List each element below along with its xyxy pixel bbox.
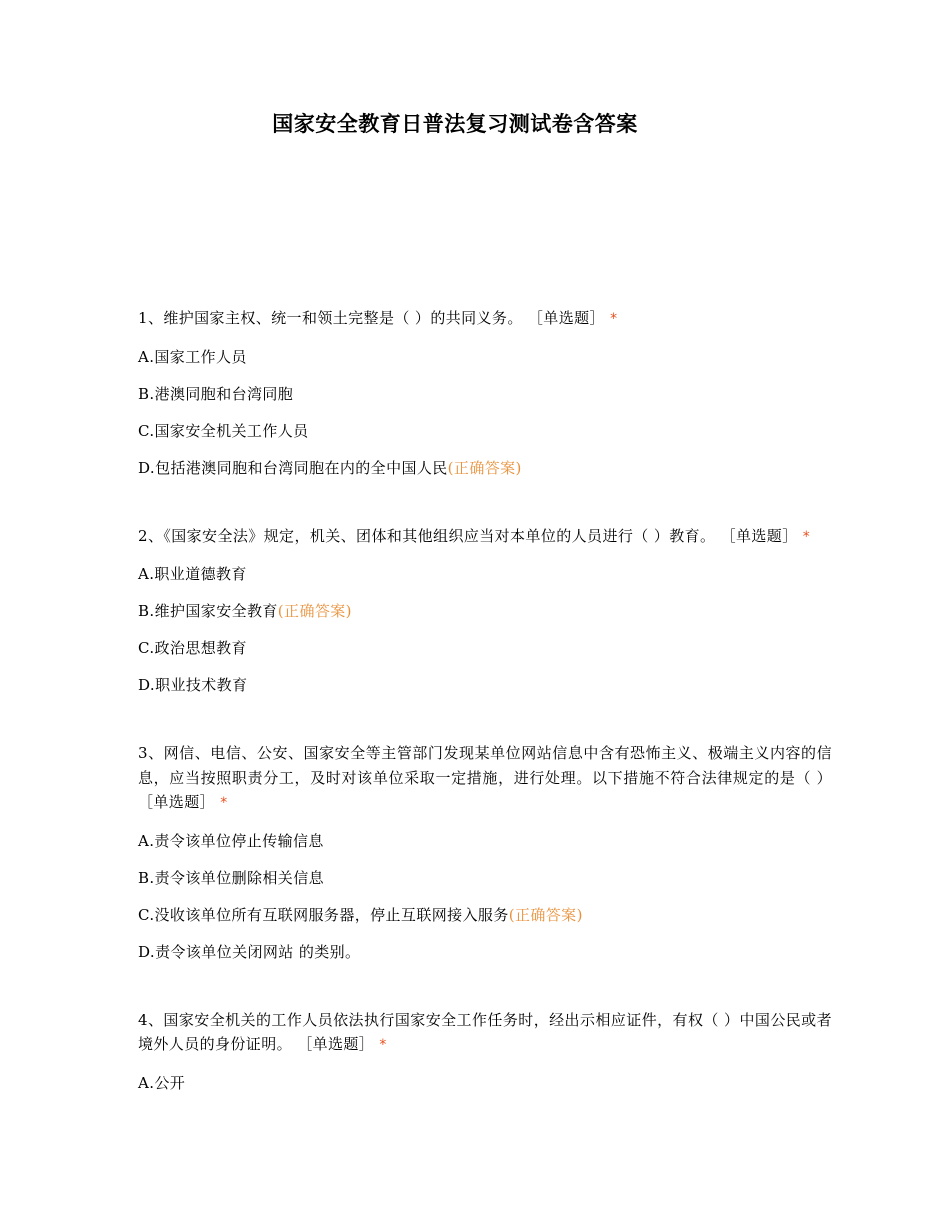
option-row[interactable] <box>138 562 832 586</box>
option-text: 国家工作人员 <box>154 347 247 366</box>
question-type-label: ［单选题］ <box>297 1034 375 1053</box>
question-text: 维护国家主权、统一和领土完整是（ ）的共同义务。 <box>163 309 523 327</box>
required-marker: * <box>379 1036 387 1053</box>
option-label: B. <box>138 384 155 403</box>
question-type-label: ［单选题］ <box>138 792 216 811</box>
option-label: A. <box>138 347 155 366</box>
option-row[interactable] <box>138 419 832 443</box>
option-row[interactable] <box>138 636 832 660</box>
question-number: 3、 <box>138 744 164 763</box>
question-type-label: ［单选题］ <box>527 309 605 327</box>
option-row[interactable] <box>138 940 832 964</box>
option-row[interactable] <box>138 345 832 369</box>
question-number: 2、 <box>138 526 164 545</box>
option-text: 没收该单位所有互联网服务器，停止互联网接入服务 <box>154 905 509 924</box>
correct-answer-mark: (正确答案) <box>508 905 583 924</box>
option-label: B. <box>138 602 155 621</box>
section-spacer <box>138 990 832 1008</box>
option-label: D. <box>138 942 156 961</box>
question-number: 1、 <box>138 309 164 327</box>
option-text: 包括港澳同胞和台湾同胞在内的全中国人民 <box>155 458 448 477</box>
question-item <box>138 524 832 698</box>
questions-container <box>138 306 832 1095</box>
option-row[interactable] <box>138 829 832 853</box>
required-marker: * <box>610 311 618 327</box>
question-number: 4、 <box>138 1010 164 1029</box>
option-label: A. <box>138 1073 155 1092</box>
option-label: D. <box>138 676 156 695</box>
option-text: 职业道德教育 <box>154 565 247 584</box>
option-text: 责令该单位停止传输信息 <box>154 831 324 850</box>
option-row[interactable] <box>138 456 832 480</box>
option-label: C. <box>138 905 155 924</box>
option-text: 国家安全机关工作人员 <box>154 421 309 440</box>
option-text: 公开 <box>154 1073 186 1092</box>
option-row[interactable] <box>138 599 832 623</box>
question-stem <box>138 741 832 814</box>
option-row[interactable] <box>138 1071 832 1095</box>
section-spacer <box>138 723 832 741</box>
option-row[interactable] <box>138 903 832 927</box>
page-title: 国家安全教育日普法复习测试卷含答案 <box>272 112 638 136</box>
option-text: 维护国家安全教育 <box>154 602 278 621</box>
section-spacer <box>138 506 832 524</box>
option-text: 港澳同胞和台湾同胞 <box>154 384 294 403</box>
question-type-label: ［单选题］ <box>720 526 798 545</box>
option-row[interactable] <box>138 673 832 697</box>
option-label: B. <box>138 868 155 887</box>
option-text: 政治思想教育 <box>154 639 247 658</box>
required-marker: * <box>802 528 811 545</box>
question-stem <box>138 1008 832 1057</box>
option-label: A. <box>138 831 155 850</box>
question-text: 《国家安全法》规定，机关、团体和其他组织应当对本单位的人员进行（ ）教育。 <box>163 526 716 545</box>
question-item <box>138 1008 832 1095</box>
question-item <box>138 741 832 963</box>
correct-answer-mark: (正确答案) <box>447 458 522 477</box>
option-text: 责令该单位关闭网站 的类别。 <box>155 942 361 961</box>
required-marker: * <box>220 794 228 811</box>
question-stem <box>138 524 832 549</box>
option-label: C. <box>138 639 155 658</box>
option-text: 责令该单位删除相关信息 <box>154 868 324 887</box>
option-text: 职业技术教育 <box>155 676 248 695</box>
option-label: A. <box>138 565 155 584</box>
correct-answer-mark: (正确答案) <box>277 602 352 621</box>
option-row[interactable] <box>138 382 832 406</box>
option-label: D. <box>138 458 156 477</box>
option-row[interactable] <box>138 866 832 890</box>
option-label: C. <box>138 421 155 440</box>
question-item <box>138 306 832 480</box>
question-text: 网信、电信、公安、国家安全等主管部门发现某单位网站信息中含有恐怖主义、极端主义内容的信息，应当按照职责分工，及时对该单位采取一定措施，进行处理。以下措施不符合法律规定的是（ ） <box>138 744 832 787</box>
question-text: 国家安全机关的工作人员依法执行国家安全工作任务时，经出示相应证件，有权（ ）中国公民或者境外人员的身份证明。 <box>138 1010 833 1053</box>
question-stem <box>138 306 832 331</box>
